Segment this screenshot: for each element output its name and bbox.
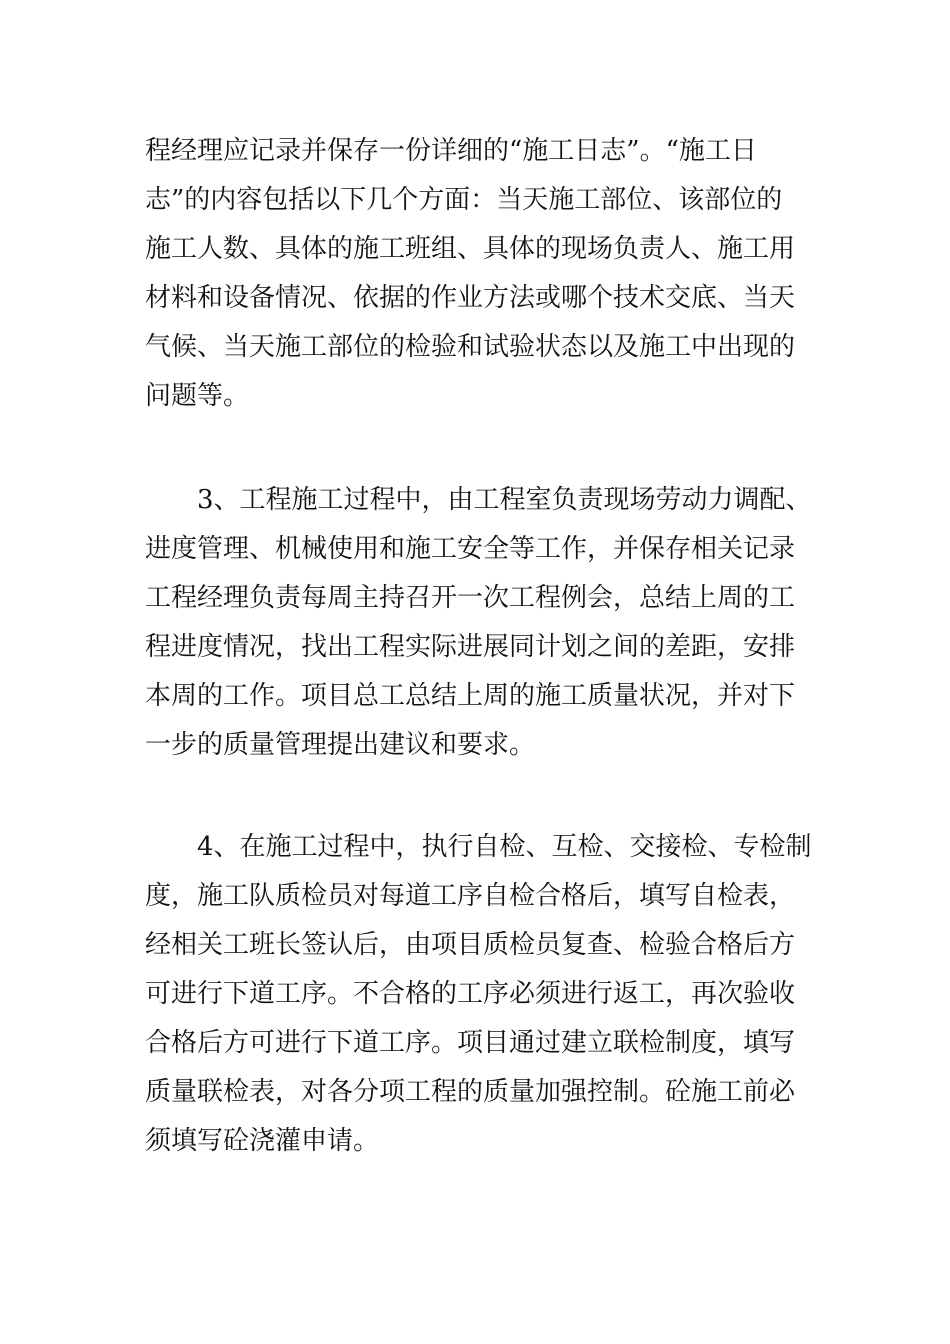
text-line: 3、工程施工过程中，由工程室负责现场劳动力调配、: [197, 485, 812, 515]
paragraph-item-4: [145, 823, 815, 1166]
text-line: 材料和设备情况、依据的作业方法或哪个技术交底、当天: [145, 283, 796, 313]
paragraph-construction-log: [145, 127, 815, 421]
paragraph-item-3: [145, 476, 815, 770]
text-line: 进度管理、机械使用和施工安全等工作，并保存相关记录: [145, 534, 796, 564]
text-line: 问题等。: [145, 381, 250, 411]
text-line: 质量联检表，对各分项工程的质量加强控制。砼施工前必: [145, 1077, 796, 1107]
text-line: 气候、当天施工部位的检验和试验状态以及施工中出现的: [145, 332, 796, 362]
text-line: 经相关工班长签认后，由项目质检员复查、检验合格后方: [145, 930, 796, 960]
text-line: 4、在施工过程中，执行自检、互检、交接检、专检制: [197, 832, 812, 862]
text-line: 志”的内容包括以下几个方面：当天施工部位、该部位的: [145, 185, 783, 215]
text-line: 程进度情况，找出工程实际进展同计划之间的差距，安排: [145, 632, 796, 662]
text-line: 本周的工作。项目总工总结上周的施工质量状况，并对下: [145, 681, 796, 711]
text-line: 可进行下道工序。不合格的工序必须进行返工，再次验收: [145, 979, 796, 1009]
text-line: 工程经理负责每周主持召开一次工程例会，总结上周的工: [145, 583, 796, 613]
text-line: 须填写砼浇灌申请。: [145, 1126, 380, 1156]
text-line: 度，施工队质检员对每道工序自检合格后，填写自检表，: [145, 881, 796, 911]
text-line: 合格后方可进行下道工序。项目通过建立联检制度，填写: [145, 1028, 796, 1058]
text-line: 程经理应记录并保存一份详细的“施工日志”。“施工日: [145, 136, 757, 166]
text-line: 施工人数、具体的施工班组、具体的现场负责人、施工用: [145, 234, 796, 264]
text-line: 一步的质量管理提出建议和要求。: [145, 730, 536, 760]
